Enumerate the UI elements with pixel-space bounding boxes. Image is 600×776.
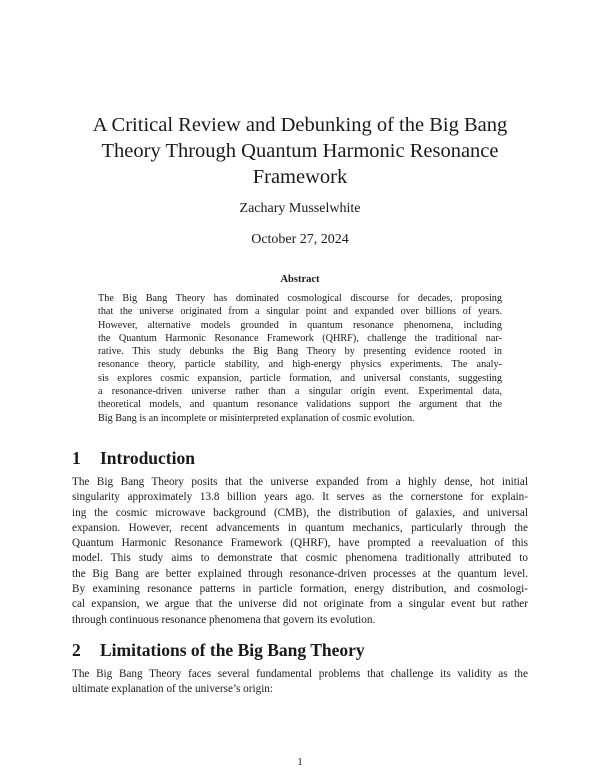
abstract-line: rative. This study debunks the Big Bang Theory by presenting evidence rooted in bbox=[98, 346, 502, 358]
paragraph-line: through continuous resonance phenomena that govern its evolution. bbox=[72, 613, 376, 626]
page-number: 1 bbox=[297, 756, 303, 768]
title-line: A Critical Review and Debunking of the Big Bang bbox=[92, 114, 508, 136]
publication-date: October 27, 2024 bbox=[251, 232, 349, 247]
abstract-line: the Quantum Harmonic Resonance Framework (QHRF), challenge the traditional nar- bbox=[98, 332, 502, 344]
paragraph-line: Quantum Harmonic Resonance Framework (QHRF), have prompted a reevaluation of this bbox=[72, 537, 528, 550]
abstract-line: that the universe originated from a singular point and expanded over billions of years. bbox=[98, 306, 502, 318]
abstract-heading: Abstract bbox=[280, 274, 320, 285]
abstract-body bbox=[98, 292, 502, 425]
section-title: Limitations of the Big Bang Theory bbox=[100, 640, 365, 660]
paragraph-line: The Big Bang Theory posits that the universe expanded from a highly dense, hot initial bbox=[72, 476, 528, 488]
paragraph-line: model. This study aims to demonstrate that cosmic phenomena traditionally attributed to bbox=[72, 552, 528, 565]
abstract-line: The Big Bang Theory has dominated cosmological discourse for decades, proposing bbox=[98, 293, 502, 304]
author-name: Zachary Musselwhite bbox=[239, 201, 361, 216]
paragraph-line: By examining resonance patterns in particle formation, energy distribution, and cosmologi- bbox=[72, 583, 528, 596]
abstract-line: a resonance-driven universe rather than a singular origin event. Experimental data, bbox=[98, 386, 502, 398]
abstract-line: resonance theory, particle stability, and high-energy physics experiments. The analy- bbox=[98, 359, 502, 371]
paragraph-line: cal expansion, we argue that the universe did not originate from a singular event but rather bbox=[72, 598, 528, 611]
paragraph-line: singularity approximately 13.8 billion years ago. It serves as the cornerstone for explain- bbox=[72, 491, 528, 504]
title-line: Framework bbox=[252, 166, 348, 188]
paragraph-line: The Big Bang Theory faces several fundamental problems that challenge its validity as the bbox=[72, 668, 528, 680]
section-number: 2 bbox=[72, 640, 81, 660]
section-heading-limitations bbox=[72, 640, 528, 661]
section-title: Introduction bbox=[100, 448, 195, 468]
abstract-line: sis explores cosmic expansion, particle formation, and universal constants, suggesting bbox=[98, 372, 502, 384]
abstract-line: Big Bang is an incomplete or misinterpreted explanation of cosmic evolution. bbox=[98, 412, 415, 424]
abstract-line: theoretical models, and quantum resonance validations support the argument that the bbox=[98, 399, 502, 411]
limitations-paragraph bbox=[72, 667, 528, 698]
paragraph-line: the Big Bang are better explained through resonance-driven processes at the quantum level. bbox=[72, 567, 528, 580]
paragraph-line: ing the cosmic microwave background (CMB), the distribution of galaxies, and universal bbox=[72, 506, 528, 519]
paper-title bbox=[60, 112, 540, 190]
paragraph-line: ultimate explanation of the universe’s origin: bbox=[72, 683, 274, 696]
title-line: Theory Through Quantum Harmonic Resonance bbox=[101, 140, 499, 162]
section-number: 1 bbox=[72, 448, 81, 468]
abstract-line: However, alternative models grounded in quantum resonance phenomena, including bbox=[98, 319, 502, 331]
section-heading-introduction bbox=[72, 448, 528, 469]
paragraph-line: expansion. However, recent advancements in quantum mechanics, particularly through the bbox=[72, 521, 528, 534]
introduction-paragraph bbox=[72, 475, 528, 628]
